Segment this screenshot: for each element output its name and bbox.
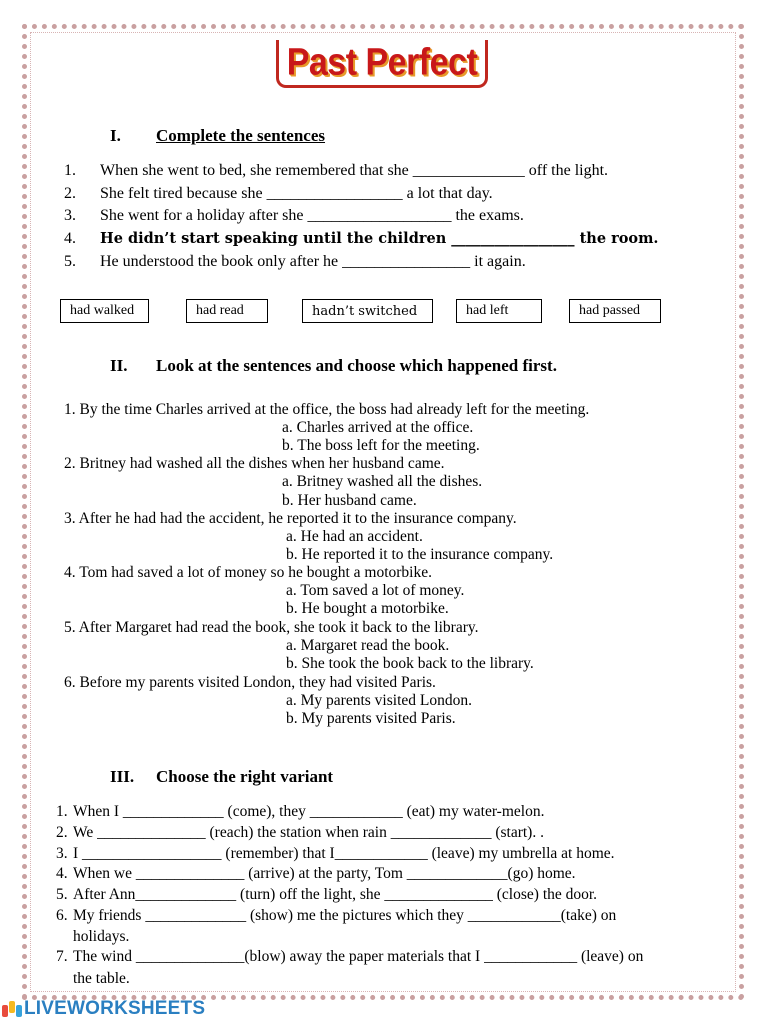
- word-option[interactable]: had walked: [60, 299, 149, 323]
- section1-heading: Complete the sentences: [156, 126, 326, 145]
- list-number: 6.: [56, 907, 68, 924]
- footer-brand: [2, 996, 205, 1022]
- word-option[interactable]: had read: [186, 299, 268, 323]
- list-number: 7.: [56, 948, 68, 965]
- exercise-line-2: We ______________ (reach) the station when rain _____________ (start). .: [73, 824, 544, 841]
- word-option[interactable]: had passed: [569, 299, 661, 323]
- option-a: a. Britney washed all the dishes.: [282, 473, 483, 490]
- question-4: 4. Tom had saved a lot of money so he bought a motorbike.: [64, 564, 432, 581]
- exercise-line-5: After Ann_____________ (turn) off the light, she ______________ (close) the door.: [73, 886, 598, 903]
- option-b: b. She took the book back to the library.: [286, 655, 534, 672]
- list-number: 4.: [56, 865, 68, 882]
- question-1: 1. By the time Charles arrived at the office, the boss had already left for the meeting.: [64, 401, 590, 418]
- sentence-1: When she went to bed, she remembered that she ______________ off the light.: [100, 162, 609, 179]
- question-2: 2. Britney had washed all the dishes when her husband came.: [64, 455, 445, 472]
- exercise-line-4: When we ______________ (arrive) at the party, Tom _____________(go) home.: [73, 865, 576, 882]
- list-number: 2.: [56, 824, 68, 841]
- question-6: 6. Before my parents visited London, they had visited Paris.: [64, 674, 436, 691]
- exercise-line-3: I __________________ (remember) that I____________ (leave) my umbrella at home.: [73, 845, 615, 862]
- sentence-3: She went for a holiday after she __________________ the exams.: [100, 207, 524, 224]
- page-title: Past Perfect: [286, 40, 478, 84]
- option-a: a. Tom saved a lot of money.: [286, 582, 465, 599]
- list-number: 4.: [64, 230, 76, 247]
- option-a: a. He had an accident.: [286, 528, 423, 545]
- option-a: a. Margaret read the book.: [286, 637, 450, 654]
- exercise-line-6: My friends _____________ (show) me the pictures which they ____________(take) on: [73, 907, 617, 924]
- sentence-5: He understood the book only after he ________________ it again.: [100, 253, 526, 270]
- sentence-4: He didn’t start speaking until the children _________________ the room.: [100, 230, 659, 247]
- option-b: b. He reported it to the insurance company.: [286, 546, 554, 563]
- list-number: 3.: [64, 207, 76, 224]
- list-number: 2.: [64, 185, 76, 202]
- section2-numeral: II.: [110, 356, 128, 375]
- exercise-line-6-cont: holidays.: [73, 928, 130, 945]
- option-a: a. My parents visited London.: [286, 692, 472, 709]
- list-number: 5.: [64, 253, 76, 270]
- option-b: b. Her husband came.: [282, 492, 417, 509]
- section3-numeral: III.: [110, 767, 135, 786]
- footer-brand-text: LIVEWORKSHEETS: [24, 998, 206, 1019]
- question-5: 5. After Margaret had read the book, she took it back to the library.: [64, 619, 479, 636]
- sentence-2: She felt tired because she _________________ a lot that day.: [100, 185, 493, 202]
- exercise-line-7: The wind ______________(blow) away the paper materials that I ____________ (leave) on: [73, 948, 644, 965]
- list-number: 5.: [56, 886, 68, 903]
- option-b: b. My parents visited Paris.: [286, 710, 456, 727]
- option-a: a. Charles arrived at the office.: [282, 419, 474, 436]
- list-number: 1.: [64, 162, 76, 179]
- exercise-line-1: When I _____________ (come), they ____________ (eat) my water-melon.: [73, 803, 545, 820]
- list-number: 3.: [56, 845, 68, 862]
- title-banner: [276, 40, 488, 88]
- word-option[interactable]: had left: [456, 299, 542, 323]
- question-3: 3. After he had had the accident, he reported it to the insurance company.: [64, 510, 517, 527]
- option-b: b. He bought a motorbike.: [286, 600, 449, 617]
- exercise-line-7-cont: the table.: [73, 970, 130, 987]
- list-number: 1.: [56, 803, 68, 820]
- section2-heading: Look at the sentences and choose which happened first.: [156, 356, 557, 375]
- liveworksheets-logo-icon: [2, 999, 22, 1019]
- section3-heading: Choose the right variant: [156, 767, 334, 786]
- section1-numeral: I.: [110, 126, 121, 145]
- option-b: b. The boss left for the meeting.: [282, 437, 480, 454]
- word-option[interactable]: hadn’t switched: [302, 299, 433, 323]
